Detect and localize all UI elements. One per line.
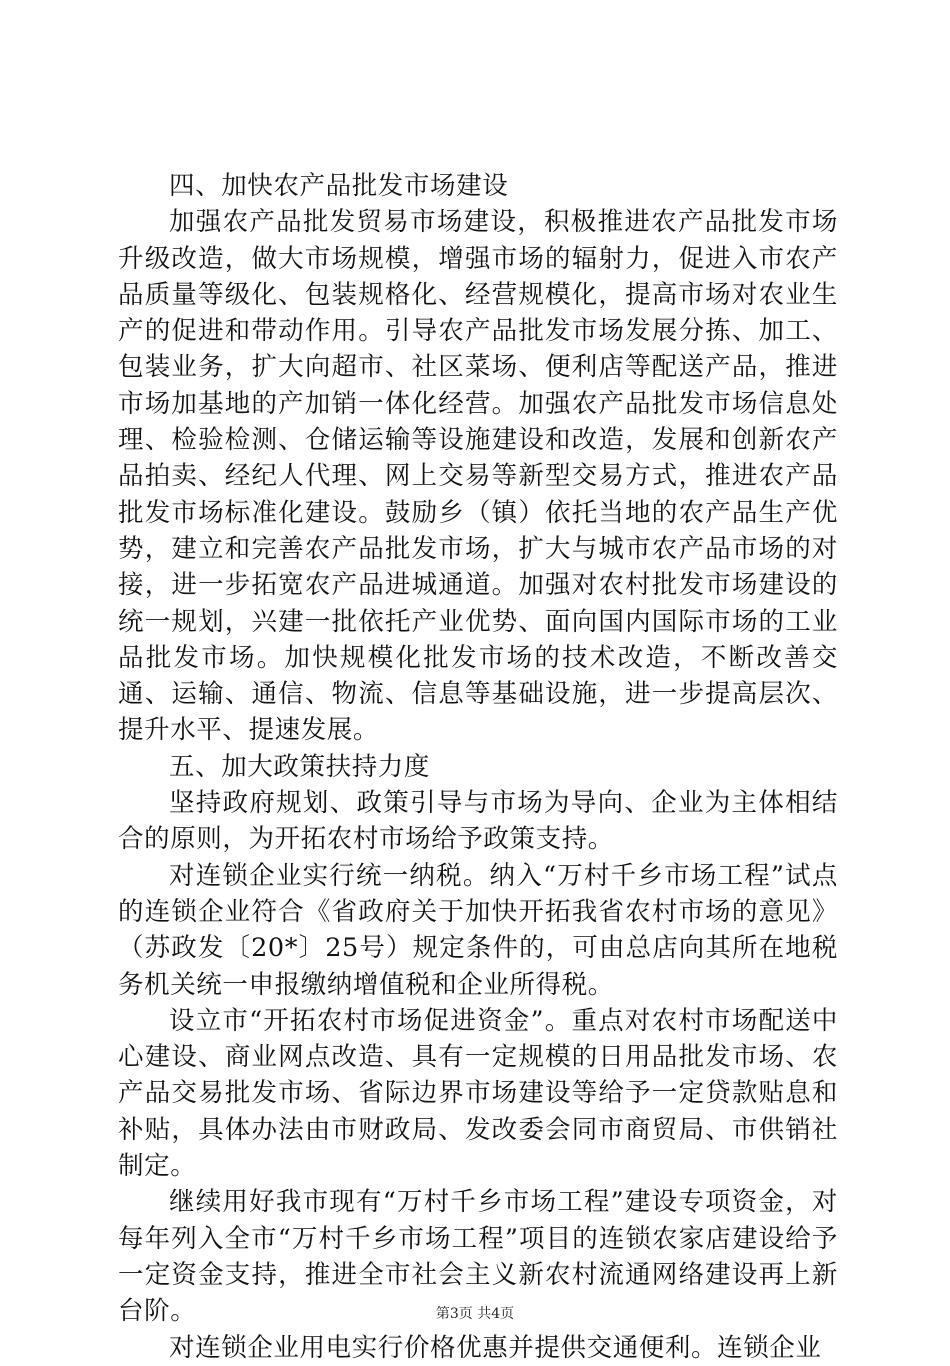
page-footer: 第3页 共4页	[435, 1306, 515, 1322]
document-body	[118, 168, 838, 1366]
paragraph-unified-tax: 对连锁企业实行统一纳税。纳入“万村千乡市场工程”试点的连锁企业符合《省政府关于加快开拓我省农村市场的意见》（苏政发〔20*〕25号）规定条件的，可由总店向其所在地税务机关统一申报缴纳增值税和企业所得税。	[118, 860, 838, 1000]
section-heading-5: 五、加大政策扶持力度	[169, 751, 431, 782]
paragraph-special-fund: 继续用好我市现有“万村千乡市场工程”建设专项资金，对每年列入全市“万村千乡市场工程”项目的连锁农家店建设给予一定资金支持，推进全市社会主义新农村流通网络建设再上新台阶。	[118, 1187, 838, 1327]
paragraph-wholesale-market: 加强农产品批发贸易市场建设，积极推进农产品批发市场升级改造，做大市场规模，增强市场的辐射力，促进入市农产品质量等级化、包装规格化、经营规模化，提高市场对农业生产的促进和带动作用。引导农产品批发市场发展分拣、加工、包装业务，扩大向超市、社区菜场、便利店等配送产品，推进市场加基地的产加销一体化经营。加强农产品批发市场信息处理、检验检测、仓储运输等设施建设和改造，发展和创新农产品拍卖、经纪人代理、网上交易等新型交易方式，推进农产品批发市场标准化建设。鼓励乡（镇）依托当地的农产品生产优势，建立和完善农产品批发市场，扩大与城市农产品市场的对接，进一步拓宽农产品进城通道。加强对农村批发市场建设的统一规划，兴建一批依托产业优势、面向国内国际市场的工业品批发市场。加快规模化批发市场的技术改造，不断改善交通、运输、通信、物流、信息等基础设施，进一步提高层次、提升水平、提速发展。	[118, 207, 838, 746]
section-heading-4: 四、加快农产品批发市场建设	[169, 171, 509, 201]
paragraph-promotion-fund: 设立市“开拓农村市场促进资金”。重点对农村市场配送中心建设、商业网点改造、具有一定规模的日用品批发市场、农产品交易批发市场、省际边界市场建设等给予一定贷款贴息和补贴，具体办法由市财政局、发改委会同市商贸局、市供销社制定。	[118, 1005, 838, 1182]
paragraph-policy-principle: 坚持政府规划、政策引导与市场为导向、企业为主体相结合的原则，为开拓农村市场给予政策支持。	[118, 788, 838, 855]
paragraph-electricity-discount: 对连锁企业用电实行价格优惠并提供交通便利。连锁企业	[169, 1332, 822, 1363]
